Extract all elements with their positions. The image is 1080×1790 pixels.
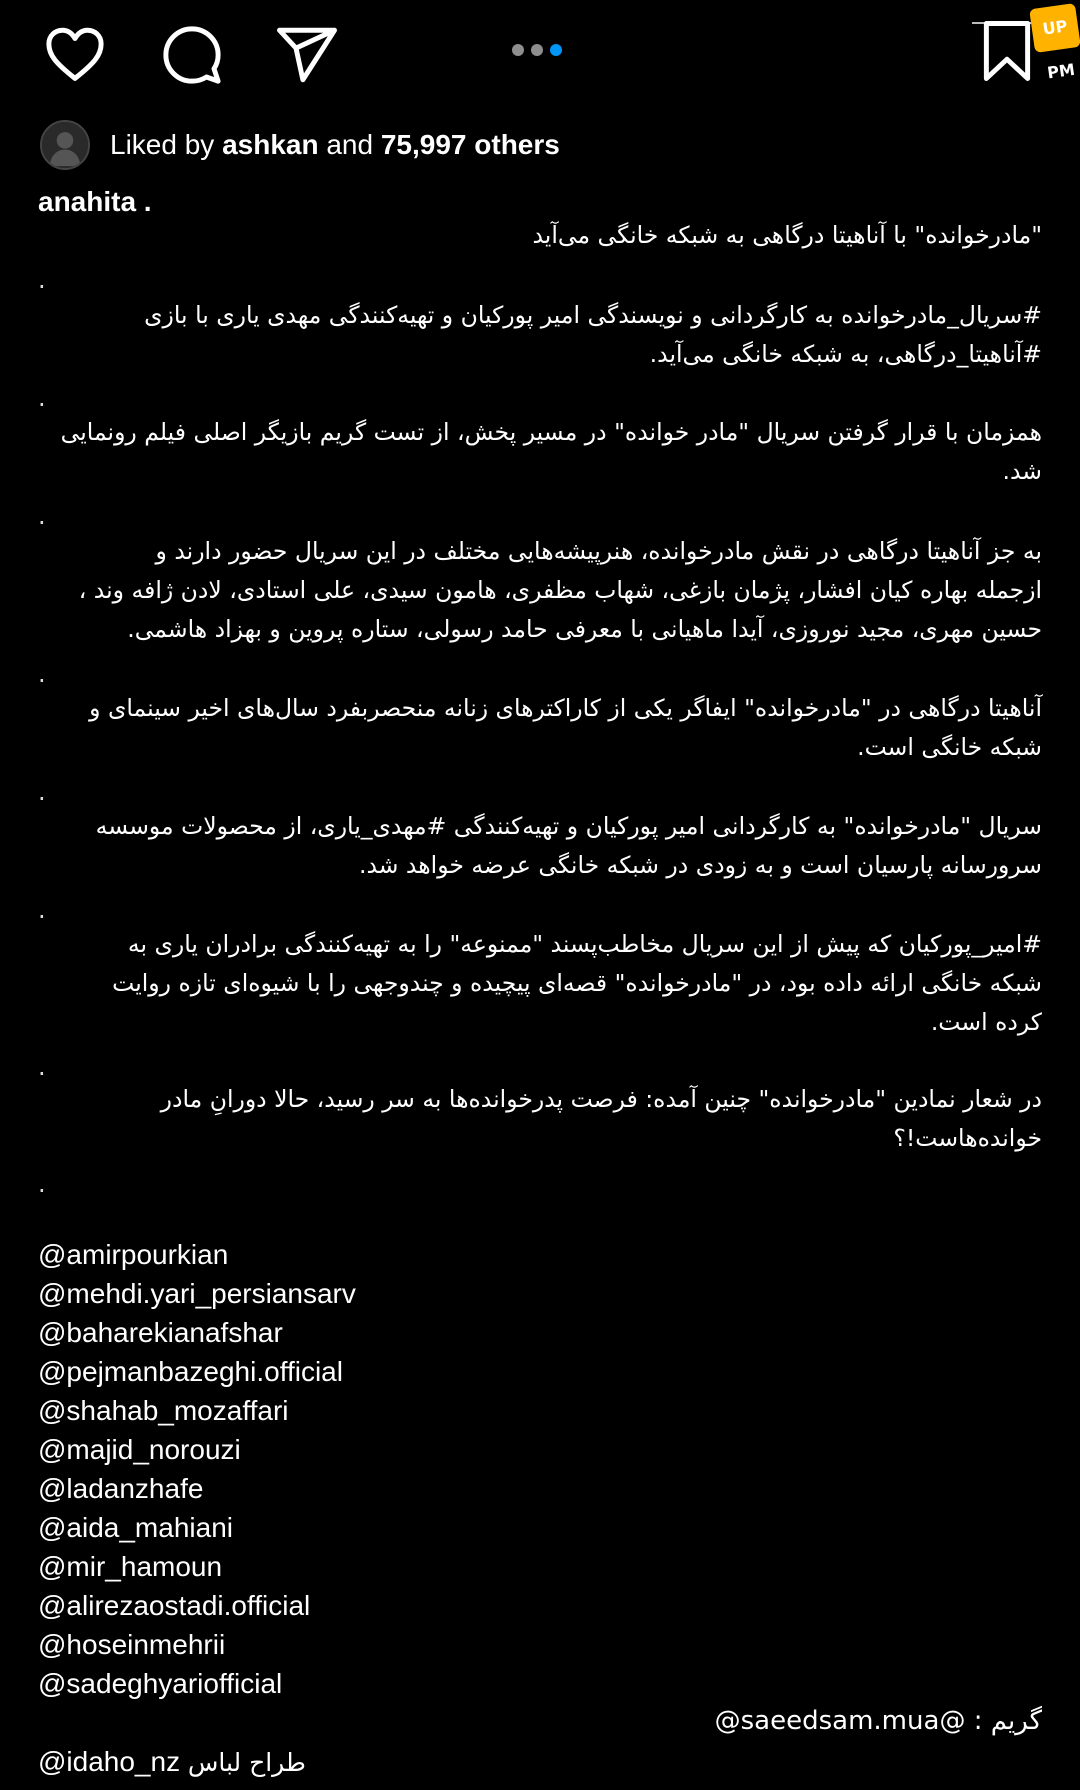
caption-line: "مادرخوانده" با آناهیتا درگاهی به شبکه خانگی می‌آید [532, 221, 1042, 249]
caption-line: کرده است. [930, 1008, 1042, 1036]
caption-separator: . [38, 1053, 46, 1081]
caption-line: #امیر_پورکیان که پیش از این سریال مخاطب‌پسند "ممنوعه" را به تهیه‌کنندگی برادران یاری به [127, 930, 1042, 958]
carousel-dot [531, 44, 543, 56]
carousel-indicator [512, 44, 562, 56]
caption-line: #آناهیتا_درگاهی، به شبکه خانگی می‌آید. [649, 340, 1042, 368]
caption-separator: . [38, 1170, 46, 1198]
watermark-logo: UP PM [1029, 3, 1080, 53]
heart-icon [42, 22, 108, 88]
caption-line: در شعار نمادین "مادرخوانده" چنین آمده: فرصت پدرخوانده‌ها به سر رسید، حالا دورانِ مادر [160, 1085, 1042, 1113]
speech-bubble-icon [159, 22, 225, 88]
mention-link[interactable]: @sadeghyariofficial [38, 1668, 283, 1699]
mention-link[interactable]: @amirpourkian [38, 1239, 229, 1270]
makeup-credit[interactable]: گریم : @saeedsam.mua@ [714, 1706, 1042, 1736]
caption-separator: . [38, 266, 46, 294]
mention-link[interactable]: @hoseinmehrii [38, 1629, 226, 1660]
mention-link[interactable]: @aida_mahiani [38, 1512, 233, 1543]
paper-plane-icon [274, 22, 340, 88]
mention-link[interactable]: @baharekianafshar [38, 1317, 283, 1348]
caption-line: سرورسانه پارسیان است و به زودی در شبکه خانگی عرضه خواهد شد. [358, 851, 1042, 879]
mention-link[interactable]: @shahab_mozaffari [38, 1395, 289, 1426]
likes-summary [110, 129, 560, 161]
mention-link[interactable]: @majid_norouzi [38, 1434, 241, 1465]
bookmark-icon [974, 18, 1040, 84]
caption-line: سریال "مادرخوانده" به کارگردانی امیر پورکیان و تهیه‌کنندگی #مهدی_یاری، از محصولات موسسه [95, 812, 1042, 840]
caption-separator: . [38, 660, 46, 688]
caption-line: شبکه خانگی است. [857, 733, 1042, 761]
caption-separator: . [38, 778, 46, 806]
caption-separator: . [38, 502, 46, 530]
comment-button[interactable] [157, 20, 227, 90]
caption-line: ازجمله بهاره کیان افشار، پژمان بازغی، شهاب مظفری، هامون سیدی، علی استادی، لادن ژافه وند ، [78, 576, 1042, 604]
mention-link[interactable]: @alirezaostadi.official [38, 1590, 311, 1621]
caption-line: خوانده‌هاست!؟ [893, 1124, 1042, 1152]
costume-credit [38, 1746, 306, 1778]
caption-line: حسین مهری، مجید نوروزی، آیدا ماهیانی با معرفی حامد رسولی، ستاره پروین و بهزاد هاشمی. [127, 615, 1042, 643]
caption-line: همزمان با قرار گرفتن سریال "مادر خوانده" در مسیر پخش، از تست گریم بازیگر اصلی فیلم رونمایی [60, 418, 1042, 446]
costume-handle[interactable]: @idaho_nz [38, 1746, 181, 1777]
liked-by-user[interactable]: ashkan [222, 129, 319, 160]
likes-prefix: Liked by [110, 129, 215, 160]
mention-link[interactable]: @mir_hamoun [38, 1551, 223, 1582]
caption-line: #سریال_مادرخوانده به کارگردانی و نویسندگی امیر پورکیان و تهیه‌کنندگی مهدی یاری با بازی [144, 301, 1042, 329]
caption-line: شبکه خانگی ارائه داده بود، در "مادرخوانده" قصه‌ای پیچیده و چندوجهی را با شیوه‌ای تازه روایت [112, 969, 1042, 997]
caption-separator: . [38, 896, 46, 924]
caption-separator: . [38, 384, 46, 412]
like-button[interactable] [40, 20, 110, 90]
costume-label: طراح لباس [187, 1748, 306, 1777]
post-action-bar [0, 0, 1080, 110]
avatar-image [42, 122, 88, 168]
likes-count[interactable]: 75,997 others [380, 129, 560, 160]
caption-line: آناهیتا درگاهی در "مادرخوانده" ایفاگر یکی از کاراکترهای زنانه منحصربفرد سال‌های اخیر سینمای و [89, 694, 1042, 722]
caption-line: به جز آناهیتا درگاهی در نقش مادرخوانده، هنرپیشه‌هایی مختلف در این سریال حضور دارند و [155, 537, 1042, 565]
avatar[interactable] [40, 120, 90, 170]
caption-line: شد. [1002, 457, 1042, 485]
mention-link[interactable]: @ladanzhafe [38, 1473, 204, 1504]
mention-link[interactable]: @mehdi.yari_persiansarv [38, 1278, 356, 1309]
post-username[interactable]: anahita . [38, 186, 152, 217]
likes-row[interactable] [40, 118, 560, 172]
share-button[interactable] [272, 20, 342, 90]
carousel-dot-active [550, 44, 562, 56]
likes-and: and [326, 129, 374, 160]
carousel-dot [512, 44, 524, 56]
mention-link[interactable]: @pejmanbazeghi.official [38, 1356, 343, 1387]
